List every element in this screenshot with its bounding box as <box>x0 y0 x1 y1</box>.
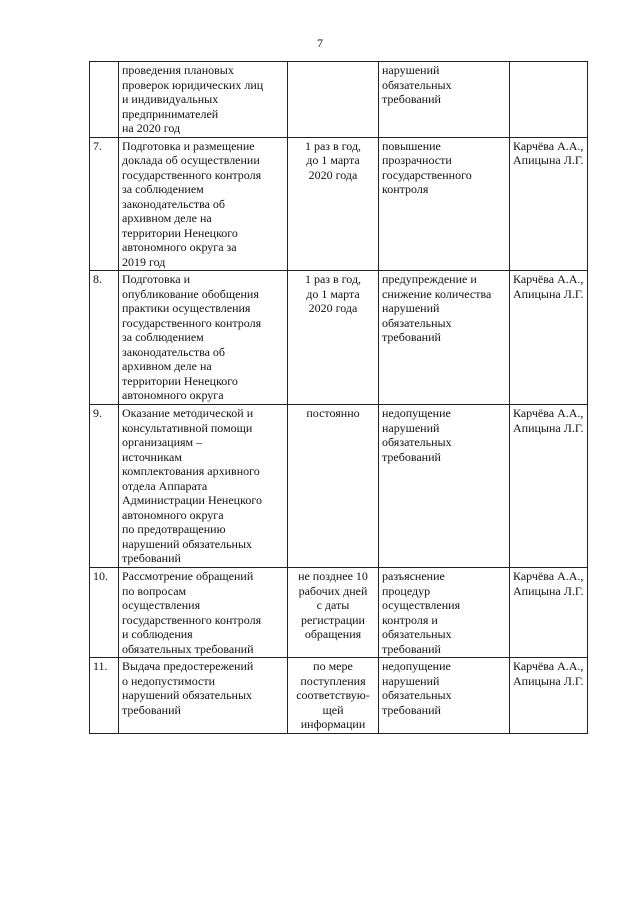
table-row <box>90 137 588 271</box>
action-cell <box>119 62 288 138</box>
responsible-cell <box>510 568 588 658</box>
row-number: 11. <box>90 658 119 734</box>
responsible-text: Карчёва А.А., Апицына Л.Г. <box>513 406 584 435</box>
deadline-cell <box>288 658 379 734</box>
row-number: 9. <box>90 405 119 568</box>
action-text: Подготовка и опубликование обобщения практики осуществления государственного контроля за соблюдением законодательства об архивном деле на территории Ненецкого автономного округа <box>122 272 262 402</box>
action-text: Подготовка и размещение доклада об осуществлении государственного контроля за соблюдением законодательства об архивном деле на территории Ненецкого автономного округа за 2019 год <box>122 138 262 269</box>
deadline-cell <box>288 62 379 138</box>
action-text: Оказание методической и консультативной помощи организациям – источникам комплектования архивного отдела Аппарата Администрации Ненецкого автономного округа по предотвращению нарушений обязательных требований <box>122 406 262 565</box>
table-row <box>90 405 588 568</box>
deadline-text: по мере поступления соответствую- щей информации <box>296 659 370 731</box>
result-text: недопущение нарушений обязательных требований <box>382 659 452 717</box>
deadline-text: постоянно <box>306 406 360 420</box>
measures-table <box>89 61 588 734</box>
table-row <box>90 271 588 405</box>
result-cell <box>379 568 510 658</box>
result-text: нарушений обязательных требований <box>382 63 452 106</box>
result-cell <box>379 62 510 138</box>
action-cell <box>119 658 288 734</box>
action-cell <box>119 568 288 658</box>
deadline-text: не позднее 10 рабочих дней с даты регистрации обращения <box>298 569 368 641</box>
result-cell <box>379 405 510 568</box>
deadline-text: 1 раз в год, до 1 марта 2020 года <box>304 138 362 182</box>
deadline-cell <box>288 137 379 271</box>
result-cell <box>379 271 510 405</box>
responsible-cell <box>510 658 588 734</box>
responsible-cell <box>510 62 588 138</box>
responsible-text: Карчёва А.А., Апицына Л.Г. <box>513 659 584 688</box>
result-text: повышение прозрачности государственного контроля <box>382 138 472 196</box>
deadline-cell <box>288 568 379 658</box>
action-text: Выдача предостережений о недопустимости нарушений обязательных требований <box>122 659 254 717</box>
result-cell <box>379 658 510 734</box>
result-cell <box>379 137 510 271</box>
responsible-text: Карчёва А.А., Апицына Л.Г. <box>513 272 584 301</box>
deadline-cell <box>288 405 379 568</box>
action-text: Рассмотрение обращений по вопросам осуществления государственного контроля и соблюдения обязательных требований <box>122 569 262 656</box>
action-cell <box>119 271 288 405</box>
action-text: проведения плановых проверок юридических лиц и индивидуальных предпринимателей на 2020 год <box>122 63 264 135</box>
responsible-text: Карчёва А.А., Апицына Л.Г. <box>513 569 584 598</box>
result-text: недопущение нарушений обязательных требований <box>382 406 452 464</box>
row-number <box>90 62 119 138</box>
responsible-text: Карчёва А.А., Апицына Л.Г. <box>513 138 584 167</box>
table-row <box>90 62 588 138</box>
result-text: разъяснение процедур осуществления контроля и обязательных требований <box>382 569 461 656</box>
responsible-cell <box>510 137 588 271</box>
table-row <box>90 568 588 658</box>
responsible-cell <box>510 271 588 405</box>
result-text: предупреждение и снижение количества нарушений обязательных требований <box>382 272 492 344</box>
action-cell <box>119 137 288 271</box>
action-cell <box>119 405 288 568</box>
deadline-text: 1 раз в год, до 1 марта 2020 года <box>304 272 362 315</box>
row-number: 7. <box>90 137 119 271</box>
table-row <box>90 658 588 734</box>
deadline-cell <box>288 271 379 405</box>
page-number: 7 <box>317 36 323 50</box>
row-number: 10. <box>90 568 119 658</box>
responsible-cell <box>510 405 588 568</box>
row-number: 8. <box>90 271 119 405</box>
